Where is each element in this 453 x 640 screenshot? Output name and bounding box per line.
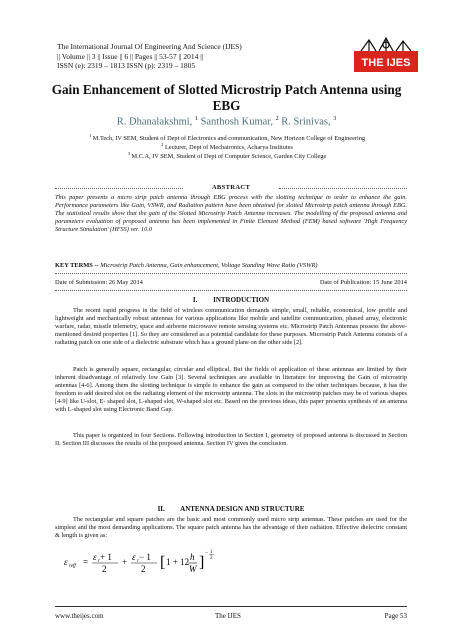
journal-header [57, 42, 337, 71]
abstract-label: ABSTRACT [211, 184, 251, 191]
eq-subscript: reff [69, 564, 76, 569]
eq-term: h [190, 552, 195, 562]
section-title: ANTENNA DESIGN AND STRUCTURE [180, 505, 305, 513]
divider-line [55, 290, 407, 291]
affiliation [44, 150, 410, 161]
page-footer [55, 612, 407, 622]
abstract-text: This paper presents a micro strip patch antenna through EBG process with the slotting technique in order to enhance the gain. Performance parameters like Gain, VSWR, and Radiation pattern have been obtained for slotted Microstrip patch antenna through EBG. The statistical results show that the gain of the Slotted Microstrip Patch Antenna increases. The modelling of the proposed antenna and parameters evaluation of proposed antenna has been implemented in Finite Element Method (FEM) based software 'High Frequency Structure Simulation' (HFSS) ver. 10.0 [55, 194, 407, 233]
affiliation-sup: 2 [161, 142, 164, 147]
paper-title-line1: Gain Enhancement of Slotted Microstrip Patch Antenna using [51, 82, 402, 97]
eq-symbol: + [122, 557, 128, 567]
section-heading [55, 296, 407, 304]
abstract-heading [55, 184, 407, 191]
footer-divider [55, 606, 407, 607]
affiliation-sup: 3 [127, 151, 130, 156]
footer-page-number: Page 53 [384, 612, 407, 620]
journal-name: The International Journal Of Engineering And Science (IJES) [57, 42, 242, 51]
eq-symbol: ε [64, 557, 68, 567]
eq-term: 1 + 12 [166, 557, 190, 567]
affiliation-text: M.C.A, IV SEM, Student of Dept of Computer Science, Garden City College [131, 153, 327, 161]
eq-exponent: 2 [210, 556, 213, 561]
affiliation-sup: 1 [88, 133, 92, 138]
author-sup: 3 [333, 116, 337, 122]
affiliation-text: Lecturer, Dept of Mechatronics, Acharya Institutes [164, 144, 293, 152]
abstract-divider [55, 184, 407, 192]
key-terms-label: KEY TERMS -- [55, 262, 99, 269]
eq-subscript: r [98, 559, 100, 564]
journal-logo-text: THE IJES [361, 57, 411, 69]
paragraph: Patch is generally square, rectangular, circular and elliptical. But the fields of application of these antennas are limited by their inherent disadvantage of relatively low Gain [3]. Several techniques are available in literature for improving the Gain of microstrip antennas [4-6]. Among them the slotting technique is simple to enhance the gain as compared to the other techniques because, it has the freedom to add desired slot on the radiating element of the microstrip antenna. The slots in the microstrip patches may be of various shapes [4-9] like U-slot, E- shaped slot, L-shaped slot, W-shaped slot etc. Based on the previous ideas, this paper presents synthesis of an antenna with L-shaped slot using Electronic Band Gap. [55, 366, 407, 413]
equation-effective-dielectric [62, 548, 262, 576]
author-sup: 1 [194, 116, 198, 122]
publication-date: Date of Publication: 15 June 2014 [319, 279, 407, 286]
eq-bracket: [ [160, 554, 166, 571]
eq-term: W [189, 564, 197, 574]
author-list [40, 116, 413, 128]
journal-issn: ISSN (e): 2319 – 1813 ISSN (p): 2319 – 1805 [57, 61, 196, 71]
journal-volume: || Volume || 3 || Issue || 6 || Pages || 53-57 || 2014 || [57, 51, 204, 61]
eq-exponent: 1 [210, 550, 213, 555]
section-number: II. [157, 505, 165, 513]
paragraph: This paper is organized in four Sections. Following introduction in Section I, geometry of proposed antenna is discussed in Section II. Section III discusses the results of the proposed antenna. Section IV gives the conclusion. [55, 432, 407, 447]
submission-date: Date of Submission: 26 May 2014 [55, 279, 143, 286]
paragraph: The rectangular and square patches are the basic and most commonly used micro strip antennas. These patches are used for the simplest and the most demanding applications. The square patch antenna has the advantage of their radiation. Effective dielectric constant & length is given as: [55, 516, 407, 539]
paper-title-line2: EBG [212, 97, 241, 113]
author-name: R. Dhanalakshmi, [116, 116, 193, 128]
affiliation-text: M.Tech, IV SEM, Student of Dept of Electronics and communication, New Horizon College of Engineering [92, 135, 366, 143]
paper-title [40, 82, 413, 113]
section-heading [55, 505, 407, 513]
eq-term: + 1 [100, 552, 112, 562]
eq-symbol: ε [93, 552, 97, 562]
key-terms-text: Microstrip Patch Antenna, Gain enhancement, Voltage Standing Wave Ratio (VSWR) [100, 262, 318, 269]
section-number: I. [192, 296, 198, 304]
eq-term: 2 [141, 564, 146, 574]
journal-logo [351, 36, 421, 74]
eq-term: − 1 [139, 552, 151, 562]
key-terms [55, 262, 407, 269]
eq-symbol: ε [132, 552, 136, 562]
eq-subscript: r [137, 559, 139, 564]
paragraph: The recent rapid progress in the field of wireless communication demands simple, small, reliable, economical, low profile and lightweight and mechanically robust antennas for various applications like mobile and satellite communication, phased array, electronic warfare, radar, missile telemetry, space and airborne microwave remote sensing systems etc. Microstrip Patch Antennas possess the above-mentioned desired properties [1]. So they are considered as a potential candidate for these purposes. Microstrip Patch Antenna consists of a radiating patch on one side of a dielectric substrate which has a ground plane on the other side [2]. [55, 307, 407, 346]
section-title: INTRODUCTION [213, 296, 270, 304]
eq-exponent: − [205, 550, 209, 556]
eq-symbol: = [83, 557, 89, 567]
eq-bracket: ] [199, 554, 205, 571]
footer-website: www.theijes.com [55, 612, 104, 620]
eq-term: 2 [102, 564, 107, 574]
footer-journal: The IJES [215, 612, 241, 620]
author-name: Santhosh Kumar, [200, 116, 274, 128]
author-sup: 2 [275, 116, 279, 122]
divider-line [55, 273, 407, 274]
author-name: R. Srinivas, [281, 116, 331, 128]
